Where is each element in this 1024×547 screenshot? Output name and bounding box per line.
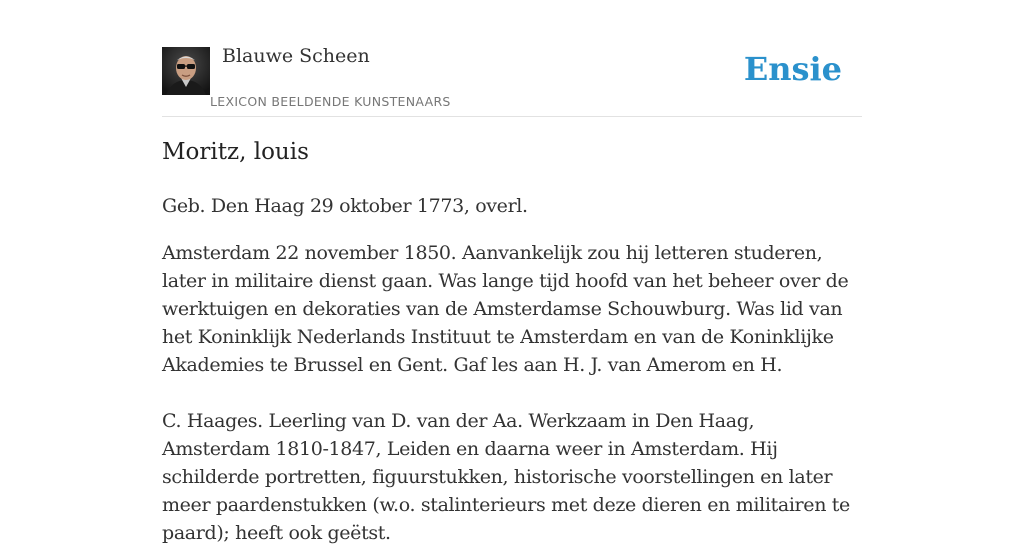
author-name[interactable]: Blauwe Scheen [222,45,370,67]
article-title: Moritz, louis [162,139,309,165]
avatar-photo-icon [162,47,210,95]
author-avatar[interactable] [162,47,210,95]
paragraph-3: C. Haages. Leerling van D. van der Aa. Werkzaam in Den Haag, Amsterdam 1810-1847, Leiden en daarna weer in Amsterdam. Hij schilderde portretten, figuurstukken, historische voorstellingen en later meer paardenstukken (w.o. stalinterieurs met deze dieren en militairen te paard); heeft ook geëtst. [162,410,850,544]
paragraph-1: Geb. Den Haag 29 oktober 1773, overl. [162,195,528,217]
category-label[interactable]: LEXICON BEELDENDE KUNSTENAARS [210,94,451,109]
header [162,0,862,117]
ensie-logo[interactable]: Ensie [743,50,842,88]
paragraph-2: Amsterdam 22 november 1850. Aanvankelijk zou hij letteren studeren, later in militaire dienst gaan. Was lange tijd hoofd van het beheer over de werktuigen en dekoraties van de Amsterdamse Schouwburg. Was lid van het Koninklijk Nederlands Instituut te Amsterdam en van de Koninklijke Akademies te Brussel en Gent. Gaf les aan H. J. van Amerom en H. [162,242,849,376]
